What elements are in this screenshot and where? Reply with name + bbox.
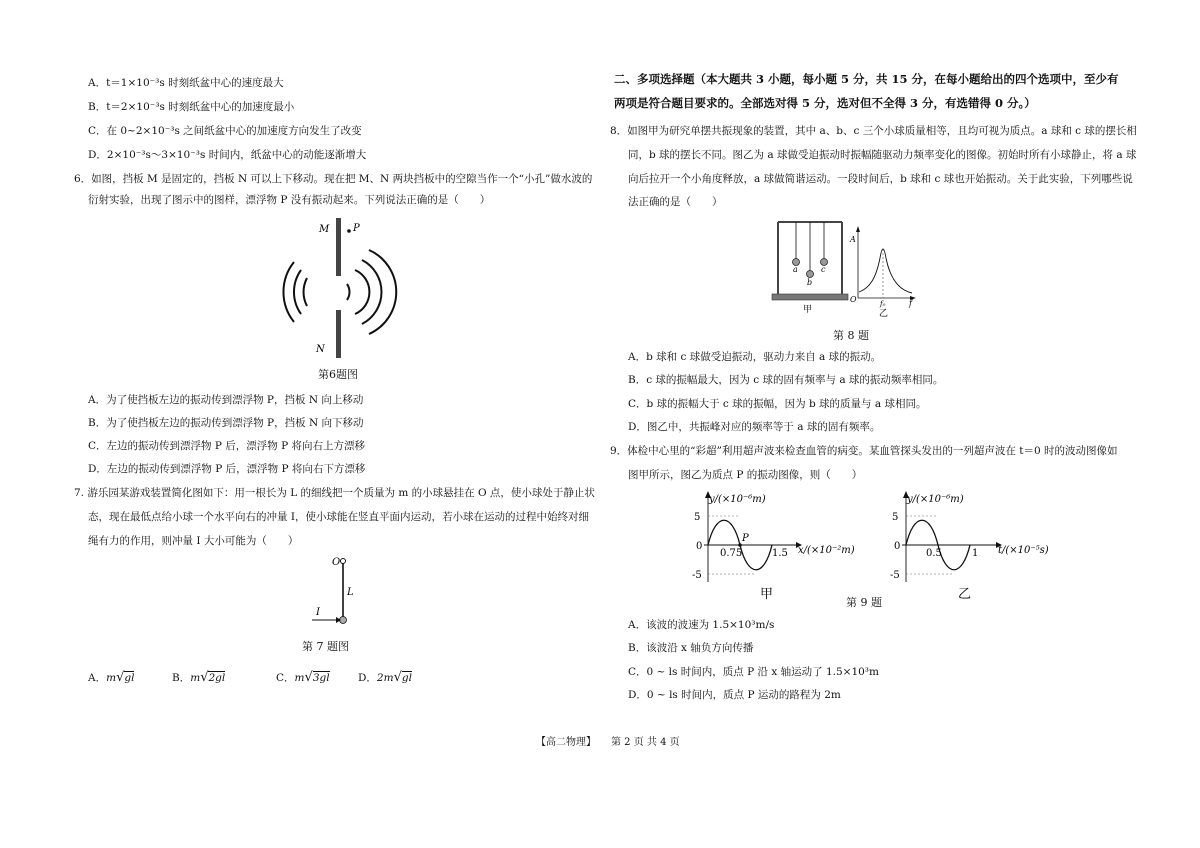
q8-option-a: A．b 球和 c 球做受迫振动，驱动力来自 a 球的振动。 <box>628 351 882 363</box>
label-a: a <box>793 265 798 274</box>
q7-option-b: B．m√2gl <box>172 670 226 685</box>
label-yi: 乙 <box>958 587 972 602</box>
section2-heading-line2: 两项是符合题目要求的。全部选对得 5 分，选对但不全得 3 分，有选错得 0 分。） <box>614 96 1036 110</box>
q7-stem-line3: 绳有力的作用，则冲量 I 大小可能为（ ） <box>88 535 299 547</box>
tick-neg5: -5 <box>890 570 900 581</box>
q8-stem-line3: 向后拉开一个小角度释放，a 球做简谐运动。一段时间后，b 球和 c 球也开始振动。关于此实验，下列哪些说 <box>628 173 1133 185</box>
q6-option-c: C．左边的振动传到漂浮物 P 后，漂浮物 P 将向右上方漂移 <box>88 440 366 452</box>
q9-wave-graph <box>688 490 868 600</box>
tick-1: 1 <box>972 548 979 559</box>
q8-option-c: C．b 球的振幅大于 c 球的振幅，因为 b 球的质量与 a 球相同。 <box>628 398 927 410</box>
tick-0-5: 0.5 <box>926 548 942 559</box>
label-f: f <box>909 299 912 308</box>
barrier-n <box>336 310 341 358</box>
q9-caption: 第 9 题 <box>846 596 882 609</box>
frame-base <box>772 294 848 300</box>
q8-stem-line2: 同，b 球的摆长不同。图乙为 a 球做受迫振动时振幅随驱动力频率变化的图像。初始时所有小球静止，将 a 球 <box>628 149 1137 161</box>
label-n: N <box>316 344 325 355</box>
y-axis-label: y/(×10⁻⁶m) <box>907 494 964 505</box>
label-m: M <box>319 224 330 235</box>
q6-diffraction-figure <box>285 218 405 358</box>
barrier-m <box>336 218 341 276</box>
q9-option-d: D．0 ~ ls 时间内，质点 P 运动的路程为 2m <box>628 689 841 701</box>
q8-option-b: B．c 球的振幅最大，因为 c 球的固有频率与 a 球的振动频率相同。 <box>628 374 944 386</box>
label-l: L <box>347 587 354 598</box>
ball-b <box>807 271 814 278</box>
q6-option-b: B．为了使挡板左边的振动传到漂浮物 P，挡板 N 向下移动 <box>88 417 364 429</box>
section2-heading-line1: 二、多项选择题（本大题共 3 小题，每小题 5 分，共 15 分，在每小题给出的四个选项中，至少有 <box>614 72 1119 86</box>
label-amp: A <box>850 235 856 244</box>
label-jia: 甲 <box>760 587 774 602</box>
q9-option-a: A．该波的波速为 1.5×10³m/s <box>628 619 775 631</box>
tick-0: 0 <box>894 541 901 552</box>
q9-option-c: C．0 ~ ls 时间内，质点 P 沿 x 轴运动了 1.5×10³m <box>628 666 879 678</box>
tick-1-5: 1.5 <box>772 548 788 559</box>
q9-option-b: B．该波沿 x 轴负方向传播 <box>628 642 754 654</box>
q6-option-a: A．为了使挡板左边的振动传到漂浮物 P，挡板 N 向上移动 <box>88 394 364 406</box>
q7-caption: 第 7 题图 <box>302 640 349 653</box>
q6-caption: 第6题图 <box>318 368 358 381</box>
q5-option-b: B．t＝2×10⁻³s 时刻纸盆中心的加速度最小 <box>88 101 295 113</box>
tick-neg5: -5 <box>692 570 702 581</box>
resonance-curve <box>859 249 912 293</box>
q7-stem-line2: 态，现在最低点给小球一个水平向右的冲量 I，使小球能在竖直平面内运动，若小球在运动的过程中始终对细 <box>88 511 589 523</box>
q9-stem-line1: 9．体检中心里的“彩超”利用超声波来检查血管的病变。某血管探头发出的一列超声波在 t＝0 时的波动图像如 <box>610 445 1118 457</box>
float-p <box>347 229 351 233</box>
q9-vibration-graph <box>886 490 1066 600</box>
x-axis-label: t/(×10⁻⁵s) <box>998 545 1049 556</box>
q5-option-d: D．2×10⁻³s～3×10⁻³s 时间内，纸盆中心的动能逐渐增大 <box>88 149 367 161</box>
q7-stem-line1: 7. 游乐园某游戏装置简化图如下：用一根长为 L 的细线把一个质量为 m 的小球悬挂在 O 点，使小球处于静止状 <box>74 487 595 499</box>
q7-pendulum-figure <box>310 555 370 635</box>
q7-option-c: C．m√3gl <box>276 670 330 685</box>
tick-0-75: 0.75 <box>720 548 743 559</box>
x-axis-label: x/(×10⁻²m) <box>798 545 855 556</box>
label-f0: f₀ <box>880 300 886 308</box>
diffracted-waves <box>347 250 396 334</box>
q8-option-d: D．图乙中，共振峰对应的频率等于 a 球的固有频率。 <box>628 421 881 433</box>
pivot-o <box>341 559 346 564</box>
q6-stem-line2: 衍射实验，出现了图示中的图样，漂浮物 P 没有振动起来。下列说法正确的是（ ） <box>88 194 491 206</box>
q6-stem-line1: 6．如图，挡板 M 是固定的，挡板 N 可以上下移动。现在把 M、N 两块挡板中的空隙当作一个“小孔”做水波的 <box>74 173 593 185</box>
label-p: P <box>742 533 749 544</box>
label-p: P <box>353 223 360 234</box>
label-o: O <box>332 557 341 568</box>
q8-caption: 第 8 题 <box>833 329 869 342</box>
q5-option-a: A．t＝1×10⁻³s 时刻纸盆中心的速度最大 <box>88 77 284 89</box>
page-footer: 【高二物理】 第 2 页 共 4 页 <box>536 737 680 748</box>
label-jia: 甲 <box>803 305 813 315</box>
tick-5: 5 <box>892 512 899 523</box>
label-c: c <box>821 265 826 274</box>
q9-stem-line2: 图甲所示，图乙为质点 P 的振动图像，则（ ） <box>628 469 863 481</box>
label-b: b <box>807 278 813 287</box>
q8-resonance-figure <box>770 218 930 318</box>
y-axis-label: y/(×10⁻⁶m) <box>709 494 766 505</box>
tick-5: 5 <box>694 512 701 523</box>
tick-0: 0 <box>696 541 703 552</box>
label-origin: O <box>850 295 857 304</box>
q7-option-a: A．m√gl <box>88 670 135 685</box>
incident-waves <box>283 262 307 322</box>
label-yi: 乙 <box>879 309 889 319</box>
q8-stem-line1: 8．如图甲为研究单摆共振现象的装置，其中 a、b、c 三个小球质量相等，且均可视为质点。a 球和 c 球的摆长相 <box>610 125 1137 137</box>
q6-option-d: D．左边的振动传到漂浮物 P 后，漂浮物 P 将向右下方漂移 <box>88 463 366 475</box>
label-i: I <box>316 607 320 618</box>
q7-option-d: D．2m√gl <box>358 670 412 685</box>
q5-option-c: C．在 0~2×10⁻³s 之间纸盆中心的加速度方向发生了改变 <box>88 125 362 137</box>
q8-stem-line4: 法正确的是（ ） <box>628 196 723 208</box>
